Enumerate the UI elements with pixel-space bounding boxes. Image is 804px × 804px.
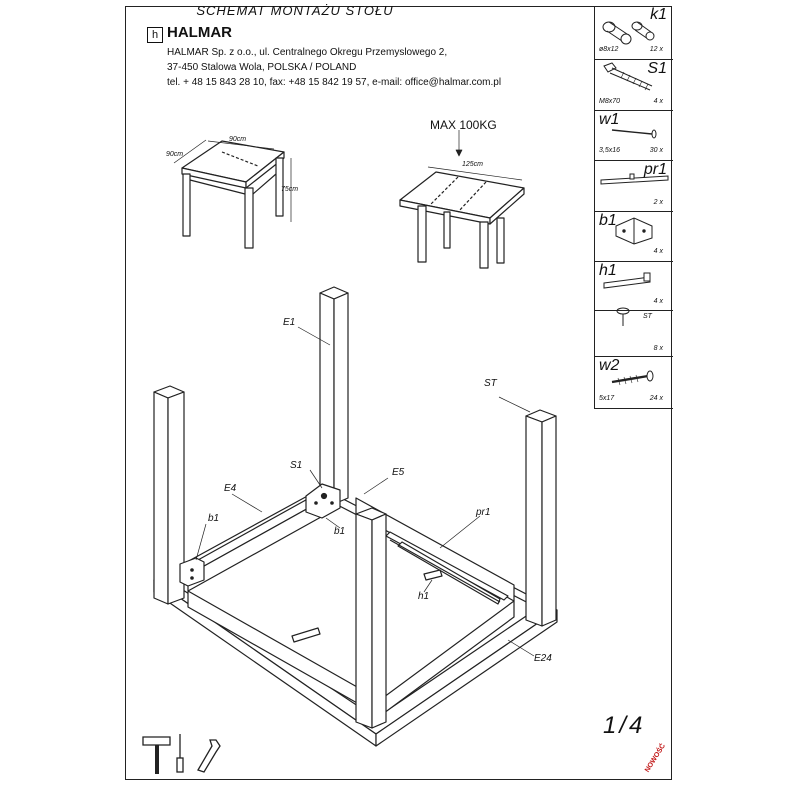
company-address-line1: HALMAR Sp. z o.o., ul. Centralnego Okregu Przemyslowego 2, (167, 47, 448, 58)
part-item-w2 (595, 357, 673, 409)
part-size: M8x70 (599, 98, 621, 105)
part-item-k1 (595, 6, 673, 60)
part-size: ø8x12 (599, 46, 619, 53)
part-quantity: 30 x (649, 147, 663, 154)
part-item-pr1 (595, 161, 673, 212)
part-code: k1 (650, 6, 667, 23)
part-item-h1 (595, 262, 673, 311)
wrench-icon (198, 740, 220, 772)
part-size: 5x17 (599, 395, 615, 402)
page-number: 1/4 (603, 712, 646, 739)
parts-list (594, 6, 672, 409)
callout-pr1: pr1 (476, 507, 491, 518)
part-size: 3,5x16 (599, 147, 621, 154)
part-code: b1 (599, 212, 617, 229)
hammer-icon (143, 737, 170, 774)
part-item-s1 (595, 60, 673, 111)
part-code: ST (643, 313, 652, 320)
part-code: S1 (647, 60, 667, 77)
halmar-logo-icon: h (147, 27, 163, 43)
part-quantity: 8 x (653, 345, 663, 352)
part-item-b1 (595, 212, 673, 262)
company-name: HALMAR (167, 24, 232, 41)
callout-e5: E5 (392, 467, 405, 478)
part-code: w1 (599, 111, 620, 128)
extended-table-illustration (400, 172, 524, 268)
closed-table-illustration (182, 141, 284, 248)
callout-e24: E24 (534, 653, 552, 664)
company-address-line2: 37-450 Stalowa Wola, POLSKA / POLAND (167, 62, 357, 73)
new-badge: NOWOŚĆ (644, 742, 668, 774)
screwdriver-icon (177, 734, 183, 772)
closed-width-label: 90cm (229, 136, 247, 143)
part-quantity: 4 x (653, 98, 663, 105)
part-quantity: 12 x (649, 46, 663, 53)
part-code: w2 (599, 357, 620, 374)
part-item-st (595, 311, 673, 357)
callout-e4: E4 (224, 483, 237, 494)
callout-h1: h1 (418, 591, 430, 602)
callout-s1: S1 (290, 460, 303, 471)
part-code: h1 (599, 262, 617, 279)
part-quantity: 4 x (653, 248, 663, 255)
max-load-label: MAX 100KG (430, 118, 497, 132)
part-quantity: 2 x (653, 199, 663, 206)
part-code: pr1 (643, 161, 667, 178)
company-contact-line: tel. + 48 15 843 28 10, fax: +48 15 842 19 57, e-mail: office@halmar.com.pl (167, 77, 502, 88)
callout-b1-left: b1 (208, 513, 220, 524)
part-item-w1 (595, 111, 673, 161)
height-label: 75cm (281, 186, 299, 193)
part-quantity: 4 x (653, 298, 663, 305)
document-title: SCHEMAT MONTAŻU STOŁU (196, 3, 394, 18)
callout-st: ST (484, 378, 497, 389)
open-length-label: 125cm (462, 161, 484, 168)
closed-depth-label: 90cm (166, 151, 184, 158)
callout-e1: E1 (283, 317, 296, 328)
callout-b1-center: b1 (334, 526, 346, 537)
part-quantity: 24 x (649, 395, 663, 402)
